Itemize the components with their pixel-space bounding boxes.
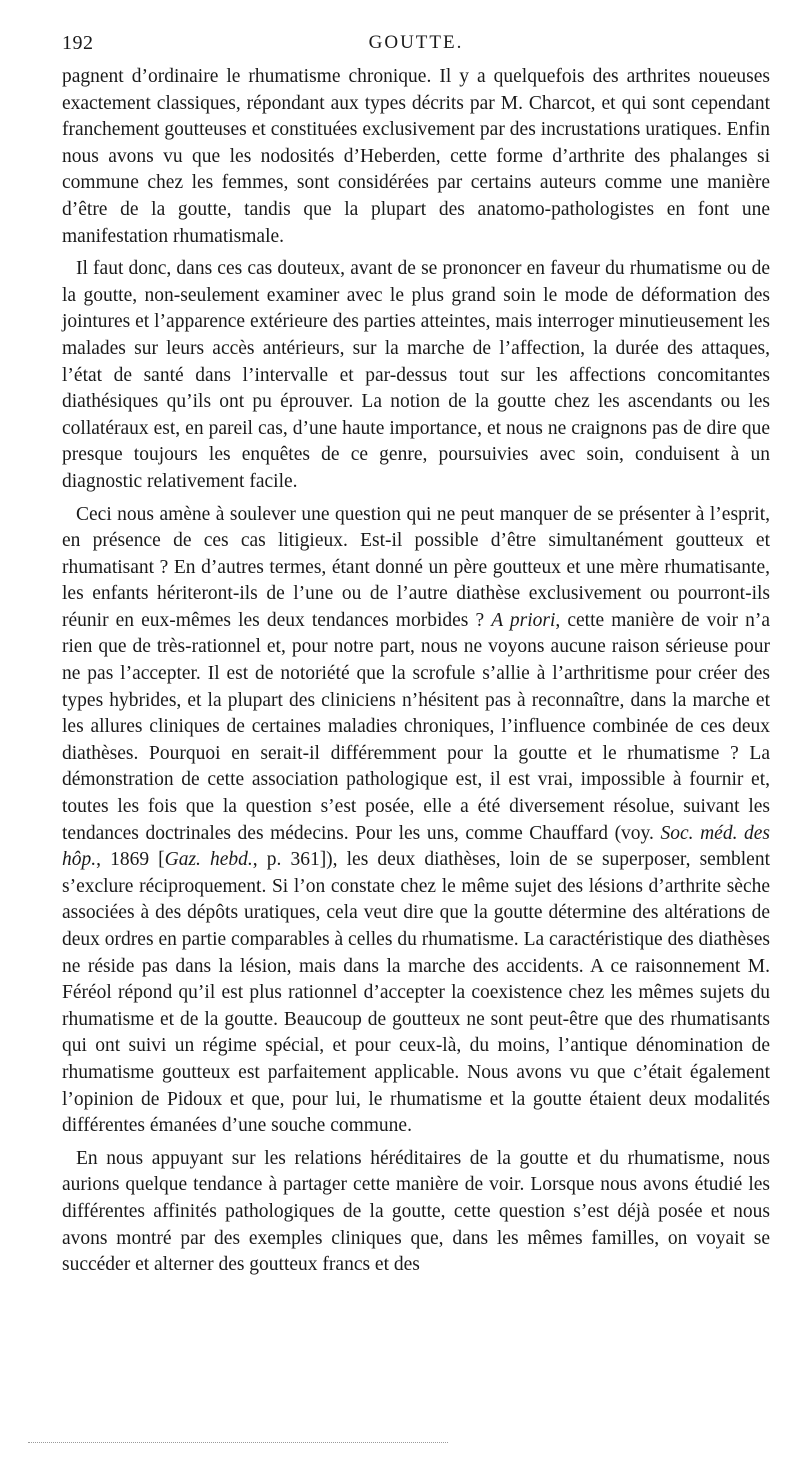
paragraph-continued	[62, 64, 770, 250]
italic-citation: Soc. méd. des hôp.	[62, 822, 770, 871]
text-segment: , cette manière de voir n’a rien que de très-rationnel et, pour notre part, nous ne voyons aucune raison sérieuse pour ne pas l’accepter. Il est de notoriété que la scrofule s’allie à l’arthritisme pour créer des types hybrides, et la plupart des cliniciens n’hésitent pas à reconnaître, dans la marche et les allures cliniques de certaines maladies chroniques, l’influence combinée de ces deux diathèses. Pourquoi en serait-il différemment pour la goutte et le rhumatisme ? La démonstration de cette association pathologique est, il est vrai, impossible à fournir et, toutes les fois que la question s’est posée, elle a été diversement résolue, suivant les tendances doctrinales des médecins. Pour les uns, comme Chauffard (voy.	[62, 609, 771, 844]
running-title: GOUTTE.	[368, 32, 464, 53]
text-segment: Il faut donc, dans ces cas douteux, avant de se prononcer en faveur du rhumatisme ou de la goutte, non-seulement examiner avec le plus grand soin le mode de déformation des jointures et l’apparence extérieure des parties atteintes, mais interroger minutieusement les malades sur leurs accès antérieurs, sur la marche de l’affection, la durée des attaques, l’état de santé dans l’intervalle et par-dessus tout sur les affections concomitantes diathésiques qu’ils ont pu éprouver. La notion de la goutte chez les ascendants ou les collatéraux est, en pareil cas, d’une haute importance, et nous ne craignons pas de dire que presque toujours les enquêtes de ce genre, poursuivies avec soin, conduisent à un diagnostic relativement facile.	[62, 258, 770, 492]
text-segment: pagnent d’ordinaire le rhumatisme chronique. Il y a quelquefois des arthrites noueuses exactement classiques, répondant aux types décrits par M. Charcot, et qui sont cependant franchement goutteuses et constituées exclusivement par des incrustations uratiques. Enfin nous avons vu que les nodosités d’Heberden, cette forme d’arthrite des phalanges si commune chez les femmes, sont considérées par certains auteurs comme une manière d’être de la goutte, tandis que la plupart des anatomo-pathologistes en font une manifestation rhumatismale.	[62, 66, 770, 247]
paragraph-heredity	[62, 1146, 770, 1279]
paragraph-diagnosis	[62, 256, 770, 495]
text-segment: , p. 361]), les deux diathèses, loin de se superposer, semblent s’exclure réciproquement. Si l’on constate chez le même sujet des lésions d’arthrite sèche associées à des dépôts uratiques, cela veut dire que la goutte détermine des altérations de deux ordres en partie comparables à celles du rhumatisme. La caractéristique des diathèses ne réside pas dans la lésion, mais dans la marche des accidents. A ce raisonnement M. Féréol répond qu’il est plus rationnel d’accepter la coexistence chez les mêmes sujets du rhumatisme et de la goutte. Beaucoup de goutteux ne sont peut-être que des rhumatisants qui ont suivi un régime spécial, et pour ceux-là, du moins, l’antique dénomination de rhumatisme goutteux est parfaitement applicable. Nous avons vu que c’était également l’opinion de Pidoux et que, pour lui, le rhumatisme et la goutte étaient deux modalités différentes émanées d’une souche commune.	[62, 849, 770, 1137]
book-page	[62, 24, 770, 1279]
text-segment: En nous appuyant sur les relations héréditaires de la goutte et du rhumatisme, nous aurions quelque tendance à partager cette manière de voir. Lorsque nous avons étudié les différentes affinités pathologiques de la goutte, cette question s’est déjà posée et nous avons montré par des exemples cliniques que, dans les mêmes familles, on voyait se succéder et alterner des goutteux francs et des	[62, 1147, 770, 1276]
body-text	[62, 64, 770, 1279]
italic-citation: Gaz. hebd.	[164, 849, 253, 871]
text-segment: , 1869 [	[96, 849, 165, 871]
footer-rule	[28, 1442, 448, 1443]
italic-citation: A priori	[491, 609, 556, 631]
text-segment: Ceci nous amène à soulever une question qui ne peut manquer de se présenter à l’esprit, en présence de ces cas litigieux. Est-il possible d’être simultanément goutteux et rhumatisant ? En d’autres termes, étant donné un père goutteux et une mère rhumatisante, les enfants hériteront-ils de l’une ou de l’autre diathèse exclusivement ou pourront-ils réunir en eux-mêmes les deux tendances morbides ?	[62, 503, 770, 631]
page-number: 192	[62, 32, 94, 54]
paragraph-association	[62, 502, 770, 1140]
running-head	[62, 24, 770, 64]
